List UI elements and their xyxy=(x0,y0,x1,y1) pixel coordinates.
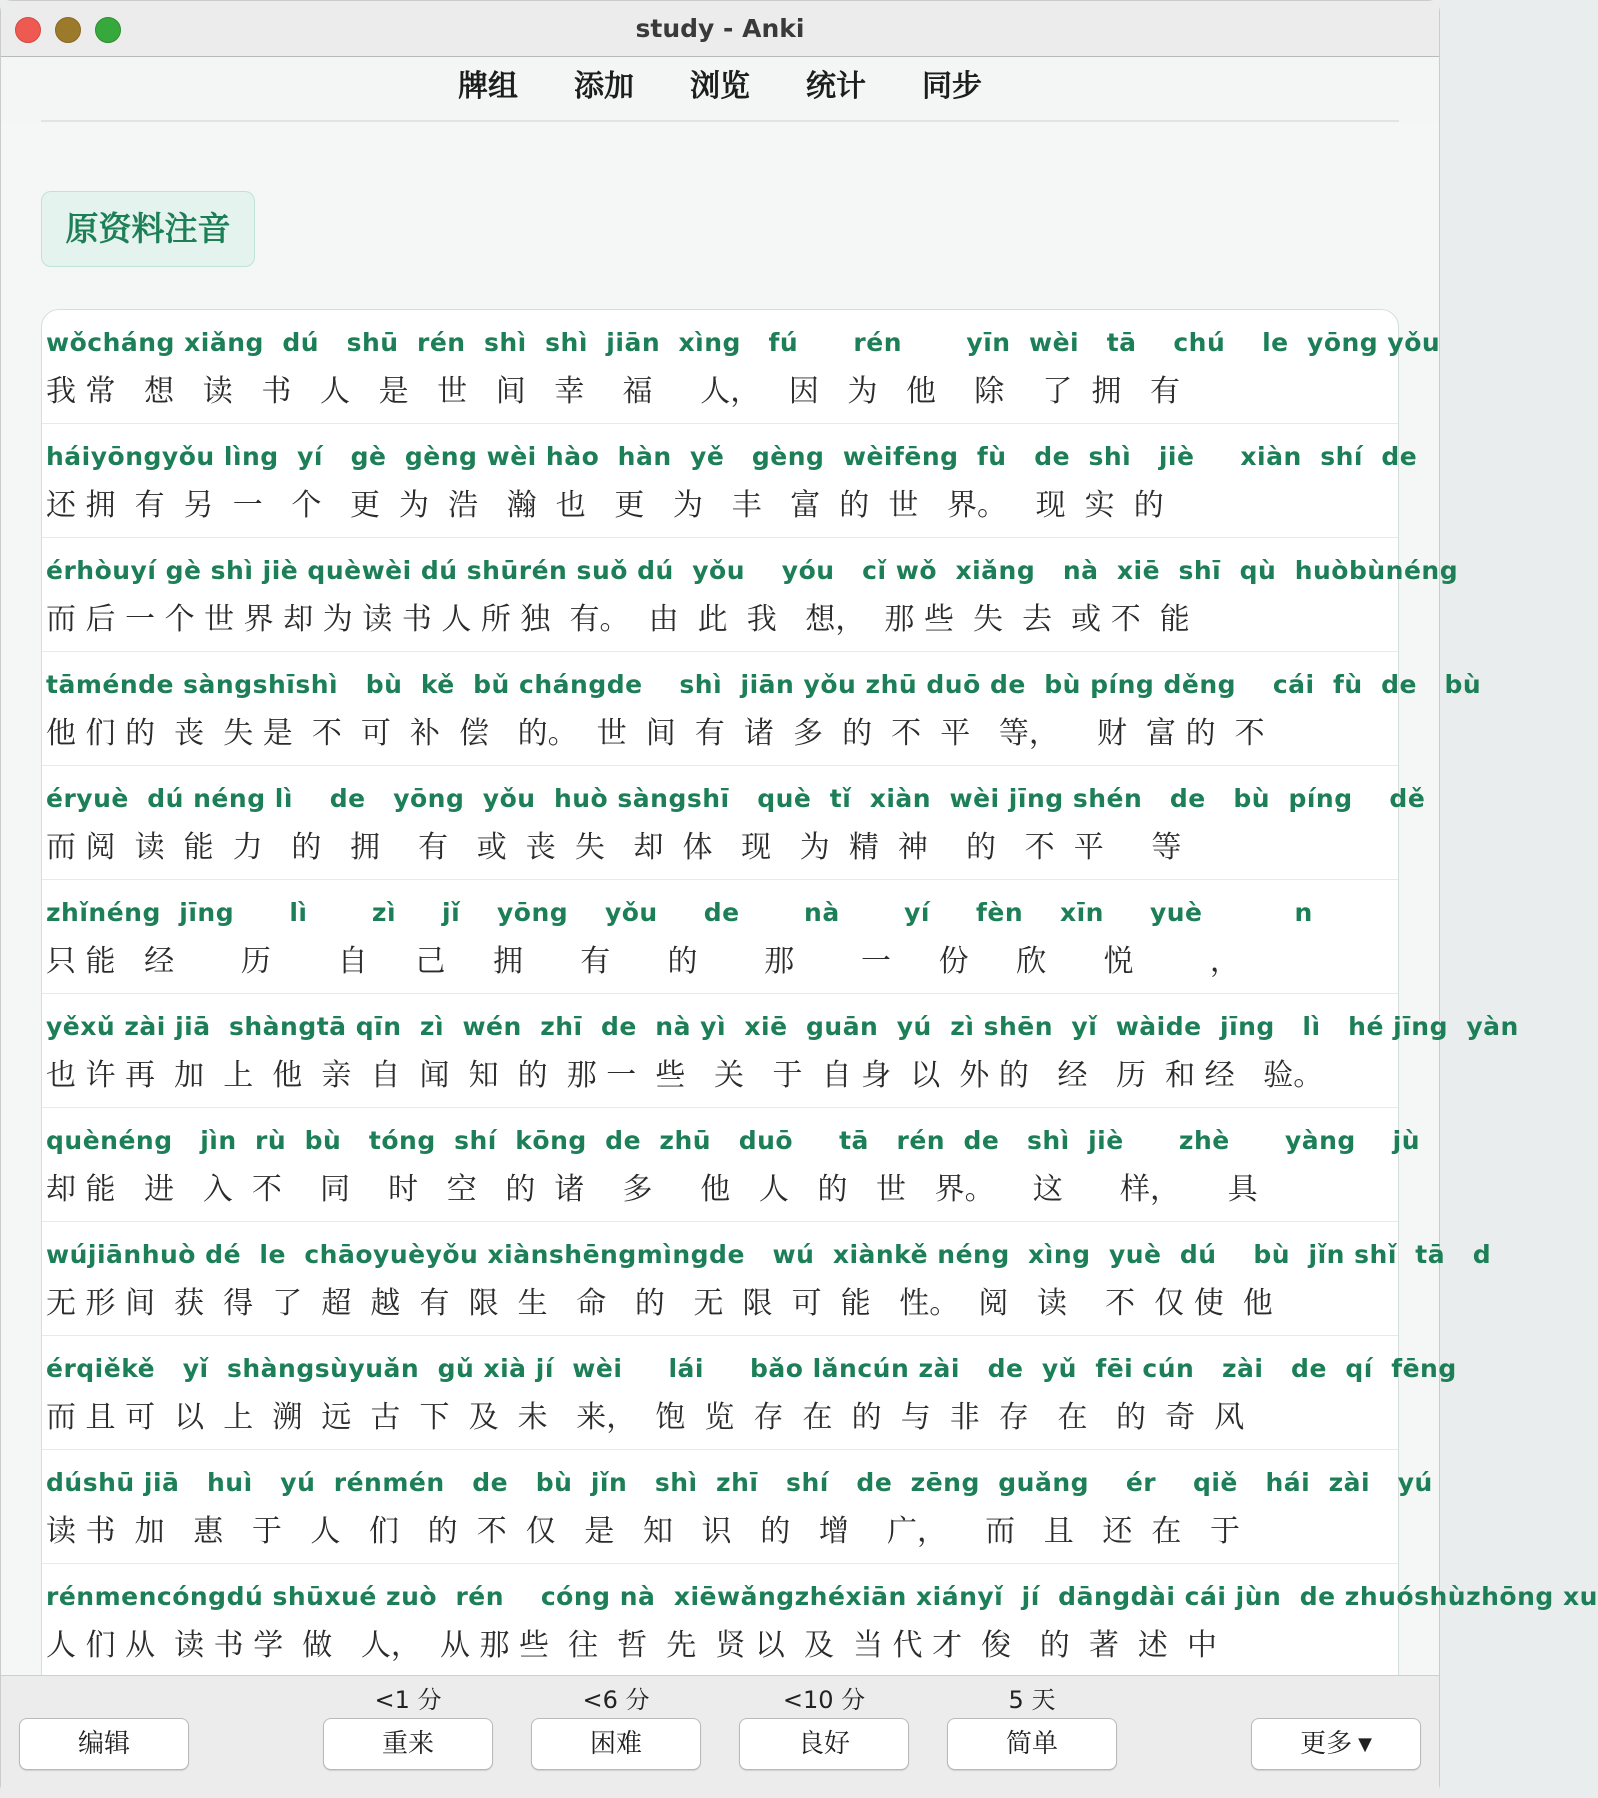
pinyin-line: yěxǔ zài jiā shàngtā qīn zì wén zhī de nà yì xiē guān yú zì shēn yǐ wàide jīng lì hé jīng yàn xyxy=(46,1012,1519,1041)
answer-bar xyxy=(1,1675,1439,1798)
hanzi-line: 却 能 进 入 不 同 时 空 的 诸 多 他 人 的 世 界。 这 样， 具 xyxy=(46,1172,1258,1207)
annotated-text-box xyxy=(41,309,1598,1731)
text-line xyxy=(42,1450,1433,1564)
edit-button[interactable]: 编辑 xyxy=(19,1718,189,1770)
toolbar-add-link[interactable]: 添加 xyxy=(574,69,634,104)
text-line xyxy=(42,1564,1598,1678)
hanzi-line: 也 许 再 加 上 他 亲 自 闻 知 的 那 一 些 关 于 自 身 以 外 的 经 历 和 经 验。 xyxy=(46,1058,1324,1093)
window-title: study - Anki xyxy=(635,14,805,43)
caret-down-icon: ▼ xyxy=(1358,1733,1372,1755)
hanzi-line: 而 阅 读 能 力 的 拥 有 或 丧 失 却 体 现 为 精 神 的 不 平 等 xyxy=(46,830,1182,865)
text-line xyxy=(42,424,1418,538)
pinyin-line: érqiěkě yǐ shàngsùyuǎn gǔ xià jí wèi lái bǎo lǎncún zài de yǔ fēi cún zài de qí fēng xyxy=(46,1354,1457,1383)
title-bar xyxy=(1,1,1439,57)
hanzi-line: 我 常 想 读 书 人 是 世 间 幸 福 人， 因 为 他 除 了 拥 有 xyxy=(46,374,1181,409)
card-content xyxy=(1,123,1598,1675)
more-button-label: 更多 xyxy=(1300,1729,1353,1759)
pinyin-line: quènéng jìn rù bù tóng shí kōng de zhū duō tā rén de shì jiè zhè yàng jù xyxy=(46,1126,1420,1155)
hanzi-line: 人 们 从 读 书 学 做 人， 从 那 些 往 哲 先 贤 以 及 当 代 才 俊 的 著 述 中 xyxy=(46,1628,1217,1663)
easy-button[interactable]: 简单 xyxy=(947,1718,1117,1770)
hanzi-line: 而 后 一 个 世 界 却 为 读 书 人 所 独 有。 由 此 我 想， 那 些 失 去 或 不 能 xyxy=(46,602,1190,637)
hanzi-line: 还 拥 有 另 一 个 更 为 浩 瀚 也 更 为 丰 富 的 世 界。 现 实 的 xyxy=(46,488,1164,523)
hard-interval: <6 分 xyxy=(582,1686,650,1714)
hanzi-line: 而 且 可 以 上 溯 远 古 下 及 未 来， 饱 览 存 在 的 与 非 存 在 的 奇 风 xyxy=(46,1400,1245,1435)
toolbar-stats-link[interactable]: 统计 xyxy=(806,69,866,104)
pinyin-line: zhǐnéng jīng lì zì jǐ yōng yǒu de nà yí fèn xīn yuè n xyxy=(46,898,1313,927)
more-button[interactable] xyxy=(1251,1718,1421,1770)
hanzi-line: 无 形 间 获 得 了 超 越 有 限 生 命 的 无 限 可 能 性。 阅 读 不 仅 使 他 xyxy=(46,1286,1273,1321)
section-title: 原资料注音 xyxy=(41,191,255,267)
pinyin-line: tāménde sàngshīshì bù kě bǔ chángde shì jiān yǒu zhū duō de bù píng děng cái fù de bù xyxy=(46,670,1482,699)
again-interval: <1 分 xyxy=(374,1686,442,1714)
text-line xyxy=(42,538,1459,652)
pinyin-line: dúshū jiā huì yú rénmén de bù jǐn shì zhī shí de zēng guǎng ér qiě hái zài yú xyxy=(46,1468,1433,1497)
text-line xyxy=(42,1336,1457,1450)
hanzi-line: 只 能 经 历 自 己 拥 有 的 那 一 份 欣 悦 ， xyxy=(46,944,1240,979)
toolbar-sync-link[interactable]: 同步 xyxy=(922,69,982,104)
hanzi-line: 读 书 加 惠 于 人 们 的 不 仅 是 知 识 的 增 广， 而 且 还 在 于 xyxy=(46,1514,1241,1549)
toolbar-browse-link[interactable]: 浏览 xyxy=(690,69,750,104)
text-line xyxy=(42,766,1426,880)
good-interval: <10 分 xyxy=(782,1686,866,1714)
pinyin-line: éryuè dú néng lì de yōng yǒu huò sàngshī què tǐ xiàn wèi jīng shén de bù píng dě xyxy=(46,784,1426,813)
text-line xyxy=(42,880,1398,994)
toolbar-decks-link[interactable]: 牌组 xyxy=(458,69,518,104)
pinyin-line: wújiānhuò dé le chāoyuèyǒu xiànshēngmìngde wú xiànkě néng xìng yuè dú bù jǐn shǐ tā d xyxy=(46,1240,1492,1269)
pinyin-line: háiyōngyǒu lìng yí gè gèng wèi hào hàn yě gèng wèifēng fù de shì jiè xiàn shí de xyxy=(46,442,1418,471)
main-toolbar xyxy=(1,57,1439,117)
pinyin-line: wǒcháng xiǎng dú shū rén shì shì jiān xìng fú rén yīn wèi tā chú le yōng yǒu xyxy=(46,328,1441,357)
easy-interval: 5 天 xyxy=(1008,1686,1056,1714)
text-line xyxy=(42,1222,1492,1336)
hard-button[interactable]: 困难 xyxy=(531,1718,701,1770)
text-line xyxy=(42,994,1519,1108)
hanzi-line: 他 们 的 丧 失 是 不 可 补 偿 的。 世 间 有 诸 多 的 不 平 等， 财 富 的 不 xyxy=(46,716,1265,751)
good-button[interactable]: 良好 xyxy=(739,1718,909,1770)
pinyin-line: rénmencóngdú shūxué zuò rén cóng nà xiēwǎngzhéxiān xiányǐ jí dāngdài cái jùn de zhuóshùzhōng xu xyxy=(46,1582,1598,1611)
pinyin-line: érhòuyí gè shì jiè quèwèi dú shūrén suǒ dú yǒu yóu cǐ wǒ xiǎng nà xiē shī qù huòbùnéng xyxy=(46,556,1459,585)
text-line xyxy=(42,1108,1420,1222)
text-line xyxy=(42,310,1441,424)
toolbar-divider xyxy=(41,120,1399,122)
again-button[interactable]: 重来 xyxy=(323,1718,493,1770)
text-line xyxy=(42,652,1482,766)
